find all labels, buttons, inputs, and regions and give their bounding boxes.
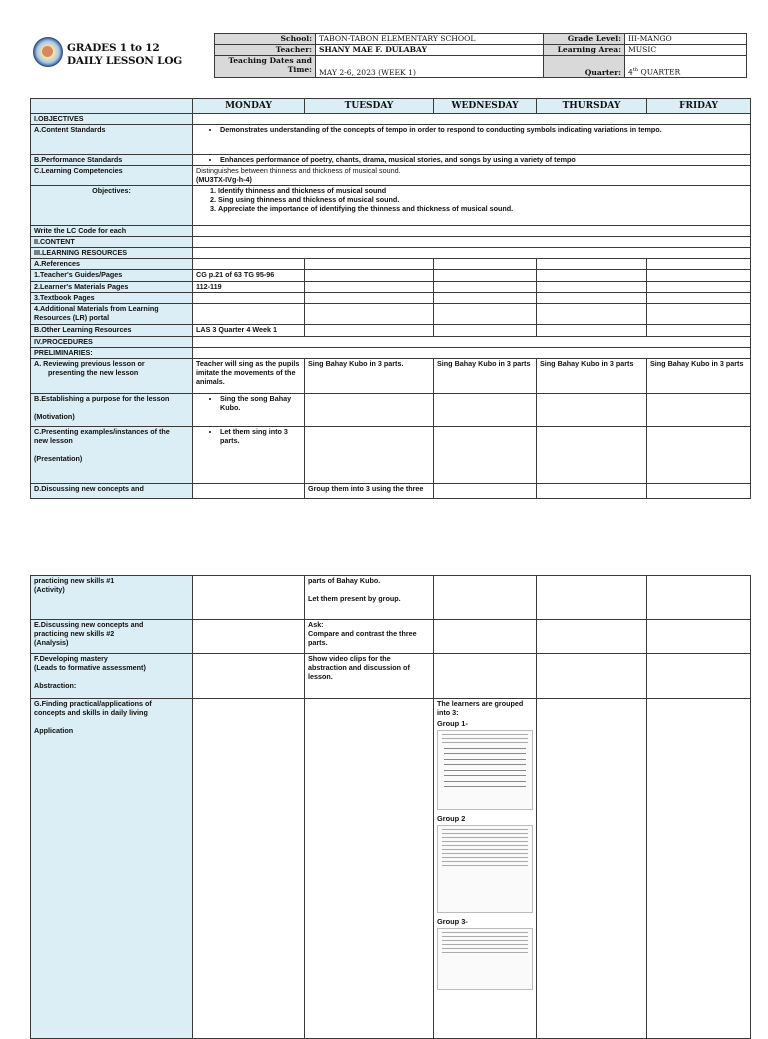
row-label-application: [31, 699, 193, 1039]
grade-level-value: III-MANGO: [625, 34, 747, 45]
reviewing-tuesday: Sing Bahay Kubo in 3 parts.: [305, 359, 434, 394]
lesson-log-table-page2: [30, 575, 751, 1039]
grade-level-label: Grade Level:: [544, 34, 625, 45]
header-info-table: [214, 33, 747, 78]
performance-standard-text: • Enhances performance of poetry, chants, drama, musical stories, and songs by using a variety of tempo: [220, 155, 747, 164]
presentation-line2: new lesson: [34, 436, 73, 445]
discussing-1-tuesday-top: Group them into 3 using the three: [305, 484, 434, 499]
row-label-procedures: IV.PROCEDURES: [31, 337, 193, 348]
teaching-dates-label-line2: Time:: [287, 65, 312, 74]
application-line2: concepts and skills in daily living: [34, 708, 148, 717]
day-header-thursday: THURSDAY: [537, 99, 647, 114]
row-label-reviewing: [31, 359, 193, 394]
day-header-monday: MONDAY: [193, 99, 305, 114]
row-label-learners-materials: 2.Learner's Materials Pages: [31, 282, 193, 293]
presentation-monday-text: • Let them sing into 3 parts.: [220, 427, 301, 445]
presentation-line1: C.Presenting examples/instances of the: [34, 427, 170, 436]
discussing-1-tuesday-line2: parts of Bahay Kubo.: [308, 576, 381, 585]
teaching-dates-label-line1: Teaching Dates and: [228, 56, 312, 65]
reviewing-thursday: Sing Bahay Kubo in 3 parts: [537, 359, 647, 394]
row-label-performance-standards: B.Performance Standards: [31, 155, 193, 166]
row-label-discussing-1-top: D.Discussing new concepts and: [31, 484, 193, 499]
row-label-references: A.References: [31, 259, 193, 270]
presentation-line3: (Presentation): [34, 454, 83, 463]
motivation-line2: (Motivation): [34, 412, 75, 421]
teaching-dates-value: MAY 2-6, 2023 (WEEK 1): [316, 56, 544, 78]
group-1-worksheet-image: [437, 730, 533, 810]
quarter-suffix: th: [632, 67, 639, 74]
competency-code: (MU3TX-IVg-h-4): [196, 175, 252, 184]
row-label-objectives-sub: Objectives:: [31, 186, 193, 226]
row-label-learning-resources: III.LEARNING RESOURCES: [31, 248, 193, 259]
row-label-abstraction: [31, 654, 193, 699]
reviewing-line2: presenting the new lesson: [48, 368, 139, 377]
title-line-2: DAILY LESSON LOG: [67, 55, 183, 67]
day-header-friday: FRIDAY: [647, 99, 751, 114]
school-value: TABON-TABON ELEMENTARY SCHOOL: [316, 34, 544, 45]
analysis-tuesday-ask: Ask:: [308, 620, 324, 629]
learning-area-value: MUSIC: [625, 45, 747, 56]
objective-item-3: 3. Appreciate the importance of identifying the thinness and thickness of musical sound.: [218, 204, 747, 213]
learners-materials-value: 112-119: [193, 282, 305, 293]
performance-standard-value: [193, 155, 751, 166]
group-2-label: Group 2: [437, 814, 466, 823]
quarter-number: 4: [628, 68, 633, 77]
group-3-label: Group 3-: [437, 917, 468, 926]
reviewing-friday: Sing Bahay Kubo in 3 parts: [647, 359, 751, 394]
objective-item-1: 1. Identify thinness and thickness of musical sound: [218, 186, 747, 195]
title-line-1: GRADES 1 to 12: [67, 42, 160, 54]
row-label-motivation: [31, 394, 193, 427]
abstraction-line2: (Leads to formative assessment): [34, 663, 146, 672]
group-3-worksheet-image: [437, 928, 533, 990]
row-label-presentation: [31, 427, 193, 484]
application-intro: The learners are grouped into 3:: [437, 699, 524, 717]
teacher-label: Teacher:: [215, 45, 316, 56]
competency-text: Distinguishes between thinness and thickness of musical sound.: [196, 166, 401, 175]
school-label: School:: [215, 34, 316, 45]
row-label-other-resources: B.Other Learning Resources: [31, 325, 193, 337]
reviewing-line1: A. Reviewing previous lesson or: [34, 359, 145, 368]
quarter-text: QUARTER: [638, 68, 681, 77]
additional-materials-line1: 4.Additional Materials from Learning: [34, 304, 159, 313]
application-line1: G.Finding practical/applications of: [34, 699, 152, 708]
teacher-value: SHANY MAE F. DULABAY: [316, 45, 544, 56]
row-label-content: II.CONTENT: [31, 237, 193, 248]
abstraction-line3: Abstraction:: [34, 681, 77, 690]
row-label-additional-materials: [31, 304, 193, 325]
analysis-tuesday: [305, 620, 434, 654]
objectives-value: [193, 186, 751, 226]
discussing-1-line3: (Activity): [34, 585, 65, 594]
row-label-textbook: 3.Textbook Pages: [31, 293, 193, 304]
motivation-line1: B.Establishing a purpose for the lesson: [34, 394, 170, 403]
motivation-monday-text: • Sing the song Bahay Kubo.: [220, 394, 301, 412]
group-1-label: Group 1-: [437, 719, 468, 728]
deped-seal-logo: [33, 37, 63, 67]
analysis-tuesday-text: Compare and contrast the three parts.: [308, 629, 417, 647]
row-label-content-standards: A.Content Standards: [31, 125, 193, 155]
application-wednesday: [434, 699, 537, 1039]
other-resources-value: LAS 3 Quarter 4 Week 1: [193, 325, 305, 337]
row-label-discussing-1-bottom: [31, 576, 193, 620]
teachers-guides-value: CG p.21 of 63 TG 95-96: [193, 270, 305, 282]
competency-value: [193, 166, 751, 186]
analysis-line2: practicing new skills #2: [34, 629, 115, 638]
day-header-wednesday: WEDNESDAY: [434, 99, 537, 114]
discussing-1-tuesday-line3: Let them present by group.: [308, 594, 401, 603]
learning-area-label: Learning Area:: [544, 45, 625, 56]
row-label-lc-code: Write the LC Code for each: [31, 226, 193, 237]
quarter-label: Quarter:: [544, 56, 625, 78]
objective-item-2: 2. Sing using thinness and thickness of musical sound.: [218, 195, 747, 204]
row-label-objectives: I.OBJECTIVES: [31, 114, 193, 125]
discussing-1-line2: practicing new skills #1: [34, 576, 115, 585]
abstraction-line1: F.Developing mastery: [34, 654, 108, 663]
analysis-line3: (Analysis): [34, 638, 69, 647]
row-label-teachers-guides: 1.Teacher's Guides/Pages: [31, 270, 193, 282]
row-label-preliminaries: PRELIMINARIES:: [31, 348, 193, 359]
content-standard-value: [193, 125, 751, 155]
lesson-log-table-page1: [30, 98, 751, 499]
content-standard-text: • Demonstrates understanding of the concepts of tempo in order to respond to conducting symbols indicating variations in tempo.: [220, 125, 747, 134]
corner-cell: [31, 99, 193, 114]
row-label-competencies: C.Learning Competencies: [31, 166, 193, 186]
motivation-monday: [193, 394, 305, 427]
teaching-dates-label: [215, 56, 316, 78]
analysis-line1: E.Discussing new concepts and: [34, 620, 144, 629]
abstraction-tuesday: Show video clips for the abstraction and discussion of lesson.: [305, 654, 434, 699]
presentation-monday: [193, 427, 305, 484]
application-line3: Application: [34, 726, 74, 735]
row-label-analysis: [31, 620, 193, 654]
additional-materials-line2: Resources (LR) portal: [34, 313, 110, 322]
quarter-value: [625, 56, 747, 78]
discussing-1-tuesday-bottom: [305, 576, 434, 620]
reviewing-wednesday: Sing Bahay Kubo in 3 parts: [434, 359, 537, 394]
reviewing-monday: Teacher will sing as the pupils imitate the movements of the animals.: [193, 359, 305, 394]
day-header-tuesday: TUESDAY: [305, 99, 434, 114]
group-2-worksheet-image: [437, 825, 533, 913]
